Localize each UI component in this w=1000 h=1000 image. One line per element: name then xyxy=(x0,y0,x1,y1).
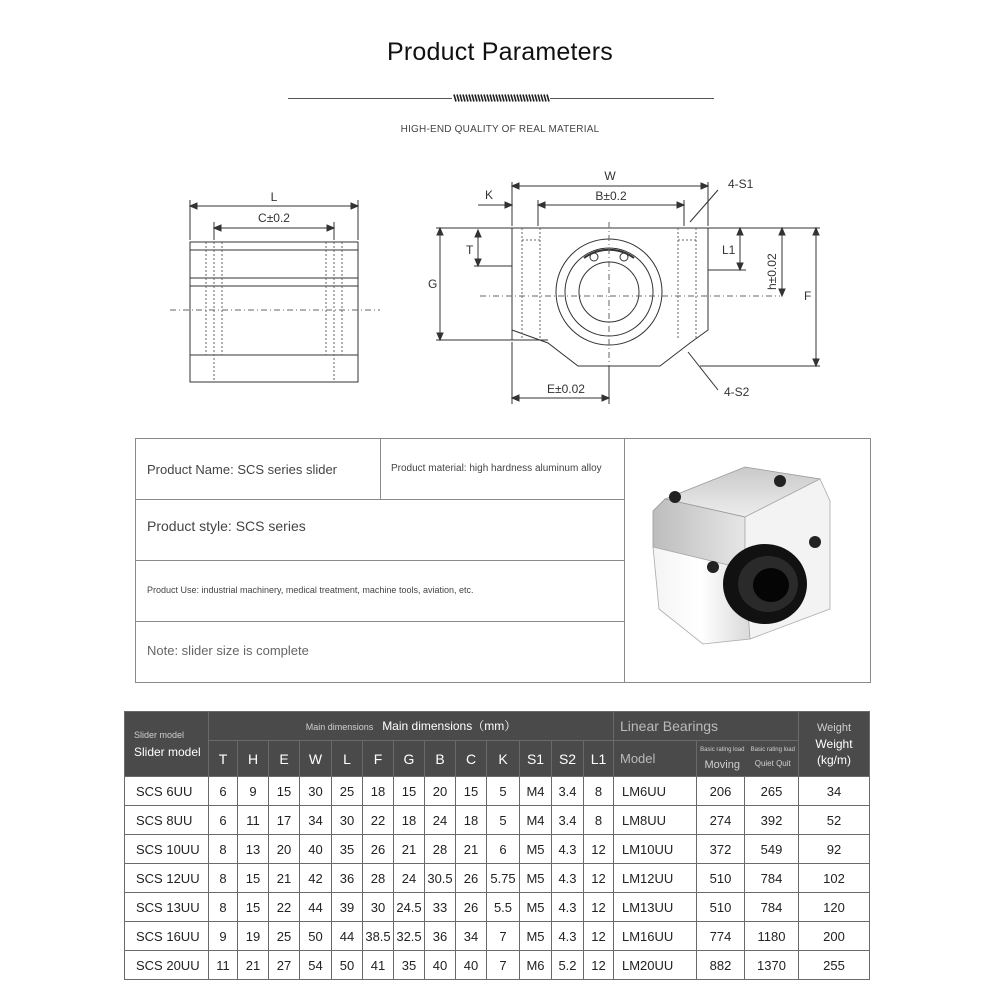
dimension-cell: 4.3 xyxy=(552,893,584,922)
dimension-cell: 22 xyxy=(269,893,300,922)
product-photo xyxy=(624,439,871,682)
moving-load-cell: 372 xyxy=(697,835,745,864)
weight-cell: 200 xyxy=(799,922,870,951)
bearing-model-cell: LM16UU xyxy=(614,922,697,951)
linear-bearings-header: Linear Bearings xyxy=(614,712,799,741)
table-row xyxy=(125,777,870,806)
dim-header-h: H xyxy=(238,741,269,777)
front-view xyxy=(436,182,820,404)
dim-header-l1: L1 xyxy=(584,741,614,777)
bearing-model-cell: LM13UU xyxy=(614,893,697,922)
dimension-cell: 44 xyxy=(300,893,332,922)
moving-load-cell: 774 xyxy=(697,922,745,951)
dim-header-b: B xyxy=(425,741,456,777)
info-divider xyxy=(380,439,381,499)
dim-header-k: K xyxy=(487,741,520,777)
label-S2: 4-S2 xyxy=(724,385,750,399)
dimension-cell: 5 xyxy=(487,777,520,806)
dimension-cell: 25 xyxy=(332,777,363,806)
dimension-cell: 9 xyxy=(238,777,269,806)
slider-model-cell: SCS 16UU xyxy=(125,922,209,951)
product-style: Product style: SCS series xyxy=(147,518,306,534)
note-text: Note: slider size is complete xyxy=(147,643,309,658)
dimension-cell: 35 xyxy=(394,951,425,980)
dimension-cell: 15 xyxy=(456,777,487,806)
slider-model-header: Slider model Slider model xyxy=(125,712,209,777)
dimension-cell: 26 xyxy=(363,835,394,864)
dimension-cell: 7 xyxy=(487,922,520,951)
table-row xyxy=(125,835,870,864)
dimension-cell: 28 xyxy=(363,864,394,893)
dimension-cell: 44 xyxy=(332,922,363,951)
dimension-cell: 21 xyxy=(238,951,269,980)
weight-cell: 102 xyxy=(799,864,870,893)
dimension-cell: 5.2 xyxy=(552,951,584,980)
dimension-cell: M5 xyxy=(520,922,552,951)
page-subtitle: HIGH-END QUALITY OF REAL MATERIAL xyxy=(400,124,600,135)
label-F: F xyxy=(804,289,812,303)
weight-cell: 34 xyxy=(799,777,870,806)
dimension-cell: 6 xyxy=(209,806,238,835)
dimension-cell: 24 xyxy=(394,864,425,893)
dimension-cell: 12 xyxy=(584,864,614,893)
dimension-cell: 40 xyxy=(300,835,332,864)
table-row xyxy=(125,864,870,893)
dimension-cell: 8 xyxy=(584,777,614,806)
slider-model-cell: SCS 10UU xyxy=(125,835,209,864)
table-row xyxy=(125,951,870,980)
dim-header-c: C xyxy=(456,741,487,777)
table-row xyxy=(125,893,870,922)
dimension-cell: 13 xyxy=(238,835,269,864)
weight-header: Weight Weight (kg/m) xyxy=(799,712,870,777)
slider-model-cell: SCS 12UU xyxy=(125,864,209,893)
dimension-cell: 33 xyxy=(425,893,456,922)
dimension-cell: M5 xyxy=(520,835,552,864)
quiet-load-cell: 784 xyxy=(745,893,799,922)
dimension-cell: 25 xyxy=(269,922,300,951)
dimension-cell: 21 xyxy=(394,835,425,864)
dimension-cell: 50 xyxy=(332,951,363,980)
moving-load-cell: 206 xyxy=(697,777,745,806)
info-divider xyxy=(136,560,624,561)
dimension-cell: 39 xyxy=(332,893,363,922)
spec-table xyxy=(124,711,870,980)
quiet-load-cell: 1370 xyxy=(745,951,799,980)
bearing-model-header: Model xyxy=(614,741,697,777)
label-K: K xyxy=(484,188,494,202)
label-W: W xyxy=(604,169,616,183)
bearing-model-cell: LM20UU xyxy=(614,951,697,980)
dim-header-s2: S2 xyxy=(552,741,584,777)
slider-model-cell: SCS 8UU xyxy=(125,806,209,835)
weight-cell: 92 xyxy=(799,835,870,864)
side-view xyxy=(170,200,380,382)
dimension-cell: 8 xyxy=(209,835,238,864)
dim-header-e: E xyxy=(269,741,300,777)
dimension-cell: 7 xyxy=(487,951,520,980)
bearing-model-cell: LM8UU xyxy=(614,806,697,835)
product-use: Product Use: industrial machinery, medical treatment, machine tools, aviation, etc. xyxy=(147,585,474,595)
dimension-cell: 20 xyxy=(425,777,456,806)
dimension-cell: 3.4 xyxy=(552,806,584,835)
label-L1: L1 xyxy=(722,243,736,257)
slider-model-cell: SCS 13UU xyxy=(125,893,209,922)
label-T: T xyxy=(466,243,474,257)
label-G: G xyxy=(428,277,438,291)
dimension-cell: 8 xyxy=(584,806,614,835)
product-name: Product Name: SCS series slider xyxy=(147,462,338,477)
dimension-cell: 30 xyxy=(300,777,332,806)
dim-header-f: F xyxy=(363,741,394,777)
dimension-cell: 19 xyxy=(238,922,269,951)
weight-cell: 255 xyxy=(799,951,870,980)
dimension-cell: 15 xyxy=(238,893,269,922)
dimension-cell: 40 xyxy=(456,951,487,980)
technical-drawing xyxy=(0,0,1000,420)
info-divider xyxy=(136,499,624,500)
dimension-cell: 32.5 xyxy=(394,922,425,951)
dimension-cell: 36 xyxy=(332,864,363,893)
dimension-cell: 18 xyxy=(456,806,487,835)
dimension-cell: 4.3 xyxy=(552,864,584,893)
dimension-cell: 12 xyxy=(584,922,614,951)
dim-header-t: T xyxy=(209,741,238,777)
rating-header: Basic rating load Basic rating load Moving Quiet Quit xyxy=(697,741,799,777)
weight-cell: 52 xyxy=(799,806,870,835)
slider-block-image xyxy=(625,439,871,682)
dimension-cell: 54 xyxy=(300,951,332,980)
bearing-model-cell: LM6UU xyxy=(614,777,697,806)
dimension-cell: 34 xyxy=(300,806,332,835)
dimension-cell: 27 xyxy=(269,951,300,980)
dimension-cell: 11 xyxy=(209,951,238,980)
dimension-cell: 21 xyxy=(269,864,300,893)
dimension-cell: 26 xyxy=(456,864,487,893)
label-B: B±0.2 xyxy=(595,189,627,203)
main-dimensions-header: Main dimensions Main dimensions（mm） xyxy=(209,712,614,741)
dimension-cell: 6 xyxy=(487,835,520,864)
dimension-cell: 34 xyxy=(456,922,487,951)
moving-load-cell: 510 xyxy=(697,893,745,922)
dimension-cell: 22 xyxy=(363,806,394,835)
dimension-cell: 35 xyxy=(332,835,363,864)
dimension-cell: 18 xyxy=(363,777,394,806)
dim-header-s1: S1 xyxy=(520,741,552,777)
dimension-cell: 28 xyxy=(425,835,456,864)
label-C: C±0.2 xyxy=(258,211,290,225)
moving-load-cell: 510 xyxy=(697,864,745,893)
dimension-cell: 50 xyxy=(300,922,332,951)
dimension-cell: 15 xyxy=(269,777,300,806)
dimension-cell: 30 xyxy=(363,893,394,922)
label-h: h±0.02 xyxy=(765,253,779,290)
dimension-cell: M5 xyxy=(520,893,552,922)
dimension-cell: 40 xyxy=(425,951,456,980)
weight-cell: 120 xyxy=(799,893,870,922)
dimension-cell: M4 xyxy=(520,806,552,835)
moving-load-cell: 882 xyxy=(697,951,745,980)
dimension-cell: 41 xyxy=(363,951,394,980)
dimension-cell: 8 xyxy=(209,864,238,893)
product-info-panel xyxy=(135,438,871,683)
quiet-load-cell: 784 xyxy=(745,864,799,893)
moving-load-cell: 274 xyxy=(697,806,745,835)
dimension-cell: 18 xyxy=(394,806,425,835)
dimension-cell: 5 xyxy=(487,806,520,835)
dimension-cell: 5.75 xyxy=(487,864,520,893)
dimension-cell: 9 xyxy=(209,922,238,951)
dimension-cell: 42 xyxy=(300,864,332,893)
dimension-cell: 38.5 xyxy=(363,922,394,951)
dim-header-g: G xyxy=(394,741,425,777)
quiet-load-cell: 265 xyxy=(745,777,799,806)
dimension-cell: 17 xyxy=(269,806,300,835)
dimension-cell: M4 xyxy=(520,777,552,806)
table-row xyxy=(125,922,870,951)
dimension-cell: 15 xyxy=(238,864,269,893)
dimension-cell: 21 xyxy=(456,835,487,864)
bearing-model-cell: LM10UU xyxy=(614,835,697,864)
dimension-cell: 36 xyxy=(425,922,456,951)
dimension-cell: 26 xyxy=(456,893,487,922)
dimension-cell: 4.3 xyxy=(552,922,584,951)
dimension-cell: 24 xyxy=(425,806,456,835)
page-title: Product Parameters xyxy=(387,38,613,66)
dimension-cell: M5 xyxy=(520,864,552,893)
dimension-cell: M6 xyxy=(520,951,552,980)
dimension-cell: 11 xyxy=(238,806,269,835)
dimension-cell: 15 xyxy=(394,777,425,806)
dimension-cell: 20 xyxy=(269,835,300,864)
table-row xyxy=(125,806,870,835)
dimension-cell: 5.5 xyxy=(487,893,520,922)
dimension-cell: 6 xyxy=(209,777,238,806)
dimension-cell: 8 xyxy=(209,893,238,922)
info-divider xyxy=(136,621,624,622)
quiet-load-cell: 549 xyxy=(745,835,799,864)
dimension-cell: 3.4 xyxy=(552,777,584,806)
label-S1: 4-S1 xyxy=(728,177,754,191)
slider-model-cell: SCS 6UU xyxy=(125,777,209,806)
product-material: Product material: high hardness aluminum alloy xyxy=(391,463,602,474)
dimension-cell: 30.5 xyxy=(425,864,456,893)
label-E: E±0.02 xyxy=(547,382,585,396)
dimension-cell: 12 xyxy=(584,893,614,922)
dim-header-l: L xyxy=(332,741,363,777)
quiet-load-cell: 1180 xyxy=(745,922,799,951)
dimension-cell: 30 xyxy=(332,806,363,835)
bearing-model-cell: LM12UU xyxy=(614,864,697,893)
dimension-cell: 12 xyxy=(584,835,614,864)
quiet-load-cell: 392 xyxy=(745,806,799,835)
dimension-cell: 24.5 xyxy=(394,893,425,922)
dimension-cell: 12 xyxy=(584,951,614,980)
dim-header-w: W xyxy=(300,741,332,777)
dimension-cell: 4.3 xyxy=(552,835,584,864)
slider-model-cell: SCS 20UU xyxy=(125,951,209,980)
label-L: L xyxy=(270,190,278,204)
